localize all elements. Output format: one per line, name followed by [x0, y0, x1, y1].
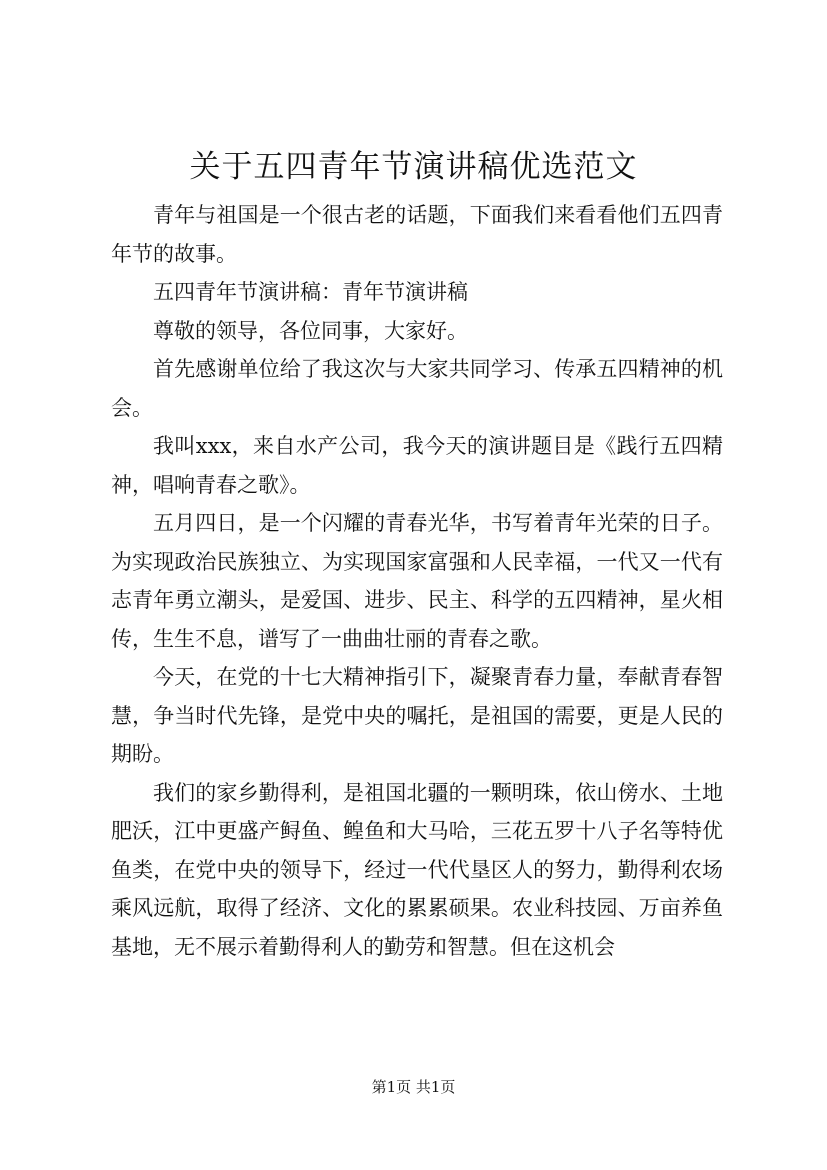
paragraph: 我们的家乡勤得利，是祖国北疆的一颗明珠，依山傍水、土地肥沃，江中更盛产鲟鱼、鳇鱼和大马哈，三花五罗十八子名等特优鱼类，在党中央的领导下，经过一代代垦区人的努力，勤得利农场乘风远航，取得了经济、文化的累累硕果。农业科技园、万亩养鱼基地，无不展示着勤得利人的勤劳和智慧。但在这机会 [111, 780, 723, 959]
paragraph: 我叫xxx，来自水产公司，我今天的演讲题目是《践行五四精神，唱响青春之歌》。 [111, 434, 723, 497]
paragraph: 五月四日，是一个闪耀的青春光华，书写着青年光荣的日子。为实现政治民族独立、为实现国家富强和人民幸福，一代又一代有志青年勇立潮头，是爱国、进步、民主、科学的五四精神，星火相传，生生不息，谱写了一曲曲壮丽的青春之歌。 [111, 511, 723, 651]
paragraph: 尊敬的领导，各位同事，大家好。 [153, 318, 468, 343]
paragraph: 青年与祖国是一个很古老的话题，下面我们来看看他们五四青年节的故事。 [111, 203, 723, 266]
paragraph: 首先感谢单位给了我这次与大家共同学习、传承五四精神的机会。 [111, 357, 723, 420]
document-title: 关于五四青年节演讲稿优选范文 [189, 149, 638, 185]
paragraph: 今天，在党的十七大精神指引下，凝聚青春力量，奉献青春智慧，争当时代先锋，是党中央的嘱托，是祖国的需要，更是人民的期盼。 [111, 665, 723, 766]
document-body [111, 196, 723, 966]
paragraph: 五四青年节演讲稿：青年节演讲稿 [153, 280, 468, 304]
page-footer: 第1页 共1页 [371, 1078, 456, 1096]
